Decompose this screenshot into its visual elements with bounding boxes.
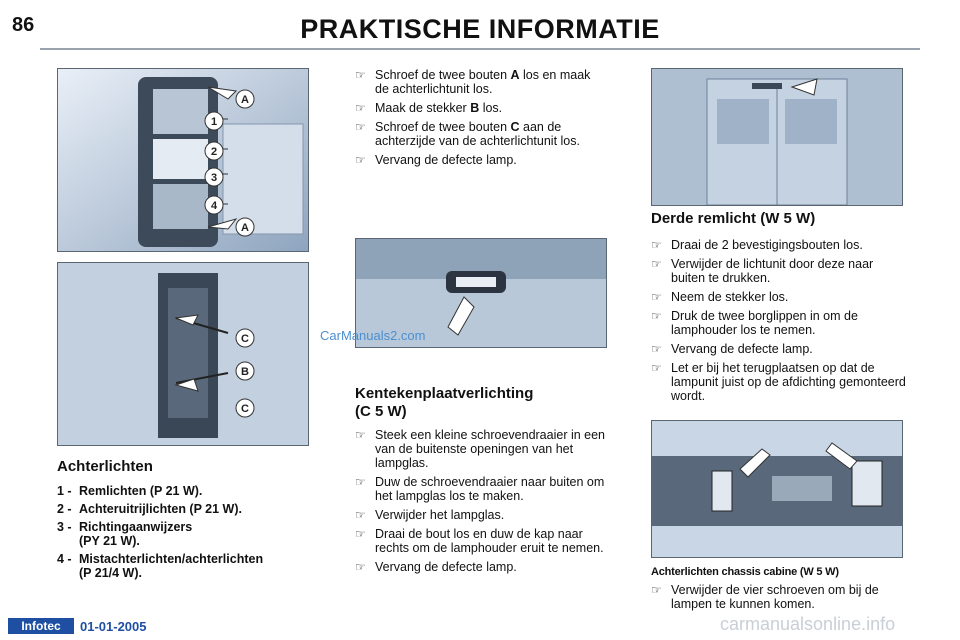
light-unit-rear-photo: [57, 262, 309, 446]
page-number: 86: [12, 14, 35, 36]
list-item: ☞ Neem de stekker los.: [651, 290, 789, 304]
chassis-cab-caption: Achterlichten chassis cabine (W 5 W): [651, 566, 839, 578]
watermark: CarManuals2.com: [320, 328, 426, 343]
rear-lights-heading: Achterlichten: [57, 458, 153, 475]
pointing-hand-icon: ☞: [355, 68, 366, 82]
list-item: ☞ Verwijder de vier schroeven om bij de lampen te kunnen komen.: [651, 583, 879, 611]
list-item: 3 - Richtingaanwijzers (PY 21 W).: [57, 520, 193, 548]
list-item: ☞ Steek een kleine schroevendraaier in een van de buitenste openingen van het lampglas.: [355, 428, 606, 470]
list-item: ☞ Vervang de defecte lamp.: [355, 153, 517, 167]
list-item: ☞ Let er bij het terugplaatsen op dat de lampunit juist op de afdichting gemonteerd wordt.: [651, 361, 906, 403]
third-brake-light-heading: Derde remlicht (W 5 W): [651, 210, 816, 227]
third-brake-light-steps: [651, 238, 906, 408]
infotec-logo: Infotec: [8, 618, 74, 634]
footer-date: 01-01-2005: [80, 619, 147, 634]
chassis-cab-light-photo: [651, 420, 903, 558]
van-rear-photo: [651, 68, 903, 206]
list-item: ☞ Draai de 2 bevestigingsbouten los.: [651, 238, 863, 252]
callout-2: 2: [210, 146, 218, 158]
pointing-hand-icon: ☞: [651, 342, 662, 356]
pointing-hand-icon: ☞: [355, 560, 366, 574]
pointing-hand-icon: ☞: [355, 153, 366, 167]
pointing-hand-icon: ☞: [651, 257, 662, 271]
list-item: ☞ Draai de bout los en duw de kap naar rechts om de lamphouder eruit te nemen.: [355, 527, 604, 555]
pointing-hand-icon: ☞: [355, 101, 366, 115]
rear-lights-list: [57, 484, 317, 584]
callout-a-bottom: A: [241, 222, 249, 234]
list-item: ☞ Druk de twee borglippen in om de lamphouder los te nemen.: [651, 309, 858, 337]
list-item: ☞ Schroef de twee bouten A los en maak de achterlichtunit los.: [355, 68, 591, 96]
rear-light-steps: [355, 68, 605, 172]
list-item: ☞ Maak de stekker B los.: [355, 101, 503, 115]
callout-c-top: C: [241, 333, 249, 345]
pointing-hand-icon: ☞: [651, 290, 662, 304]
title-divider: [40, 48, 920, 50]
list-item: ☞ Verwijder de lichtunit door deze naar buiten te drukken.: [651, 257, 874, 285]
list-item: ☞ Duw de schroevendraaier naar buiten om het lampglas los te maken.: [355, 475, 605, 503]
pointing-hand-icon: ☞: [651, 238, 662, 252]
list-item: ☞ Verwijder het lampglas.: [355, 508, 505, 522]
list-item: ☞ Schroef de twee bouten C aan de achterzijde van de achterlichtunit los.: [355, 120, 580, 148]
license-plate-heading: Kentekenplaatverlichting (C 5 W): [355, 385, 534, 420]
license-plate-steps: [355, 428, 605, 579]
pointing-hand-icon: ☞: [651, 309, 662, 323]
pointing-hand-icon: ☞: [651, 361, 662, 375]
pointing-hand-icon: ☞: [355, 120, 366, 134]
list-item: ☞ Vervang de defecte lamp.: [651, 342, 813, 356]
list-item: 4 - Mistachterlichten/achterlichten (P 21/4 W).: [57, 552, 264, 580]
callout-a-top: A: [241, 94, 249, 106]
list-item: ☞ Vervang de defecte lamp.: [355, 560, 517, 574]
callout-b: B: [241, 366, 249, 378]
rear-light-photo: [57, 68, 309, 252]
pointing-hand-icon: ☞: [651, 583, 662, 597]
chassis-cab-steps: [651, 583, 906, 616]
list-item: 1 - Remlichten (P 21 W).: [57, 484, 203, 498]
pointing-hand-icon: ☞: [355, 527, 366, 541]
pointing-hand-icon: ☞: [355, 508, 366, 522]
pointing-hand-icon: ☞: [355, 428, 366, 442]
footer-watermark-site: carmanualsonline.info: [720, 614, 896, 634]
callout-4: 4: [210, 200, 218, 212]
callout-1: 1: [210, 116, 218, 128]
callout-c-bottom: C: [241, 403, 249, 415]
list-item: 2 - Achteruitrijlichten (P 21 W).: [57, 502, 242, 516]
page-title: PRAKTISCHE INFORMATIE: [300, 14, 660, 44]
pointing-hand-icon: ☞: [355, 475, 366, 489]
callout-3: 3: [210, 172, 218, 184]
